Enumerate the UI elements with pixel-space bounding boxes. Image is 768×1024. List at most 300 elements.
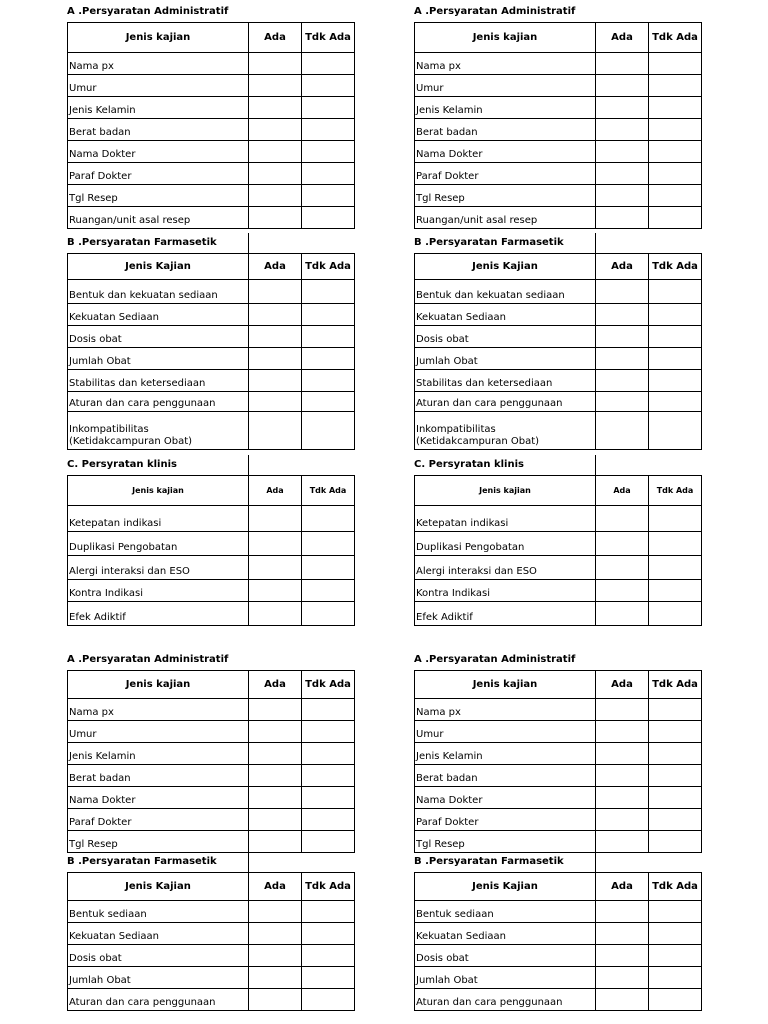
criteria-label: Paraf Dokter (415, 163, 596, 185)
criteria-label: Paraf Dokter (415, 809, 596, 831)
ada-checkbox-cell[interactable] (596, 326, 649, 348)
table-row (415, 119, 702, 141)
ada-checkbox-cell[interactable] (596, 967, 649, 989)
criteria-label: Jenis Kelamin (415, 97, 596, 119)
tdk-ada-checkbox-cell[interactable] (302, 831, 355, 853)
table-row (68, 141, 355, 163)
tdk-ada-checkbox-cell[interactable] (649, 304, 702, 326)
criteria-label: Efek Adiktif (415, 602, 596, 626)
column-header: Tdk Ada (649, 873, 702, 901)
table-row (415, 967, 702, 989)
column-header: Ada (249, 476, 302, 506)
column-header: Ada (596, 23, 649, 53)
table-header-row (68, 254, 355, 280)
ada-checkbox-cell[interactable] (596, 901, 649, 923)
table-header-row (68, 671, 355, 699)
tdk-ada-checkbox-cell[interactable] (649, 141, 702, 163)
tdk-ada-checkbox-cell[interactable] (649, 370, 702, 392)
ada-checkbox-cell[interactable] (249, 97, 302, 119)
tdk-ada-checkbox-cell[interactable] (302, 163, 355, 185)
tdk-ada-checkbox-cell[interactable] (649, 532, 702, 556)
tdk-ada-checkbox-cell[interactable] (649, 580, 702, 602)
column-header: Tdk Ada (649, 476, 702, 506)
tdk-ada-checkbox-cell[interactable] (649, 556, 702, 580)
table-row (68, 207, 355, 229)
ada-checkbox-cell[interactable] (596, 185, 649, 207)
tdk-ada-checkbox-cell[interactable] (302, 326, 355, 348)
column-header: Tdk Ada (649, 254, 702, 280)
ada-checkbox-cell[interactable] (596, 580, 649, 602)
tdk-ada-checkbox-cell[interactable] (302, 207, 355, 229)
ada-checkbox-cell[interactable] (596, 945, 649, 967)
criteria-label-line: (Ketidakcampuran Obat) (416, 436, 540, 447)
tdk-ada-checkbox-cell[interactable] (302, 945, 355, 967)
section-title: A .Persyaratan Administratif (67, 654, 229, 665)
section-title-cell (595, 455, 596, 475)
ada-checkbox-cell[interactable] (596, 53, 649, 75)
tdk-ada-checkbox-cell[interactable] (649, 163, 702, 185)
criteria-label-line: Inkompatibilitas (69, 424, 149, 435)
ada-checkbox-cell[interactable] (596, 207, 649, 229)
criteria-label: Berat badan (415, 765, 596, 787)
tdk-ada-checkbox-cell[interactable] (649, 901, 702, 923)
criteria-label: Aturan dan cara penggunaan (415, 392, 596, 412)
table-row (68, 53, 355, 75)
tdk-ada-checkbox-cell[interactable] (649, 207, 702, 229)
tdk-ada-checkbox-cell[interactable] (649, 119, 702, 141)
column-header: Ada (249, 671, 302, 699)
table-row (68, 831, 355, 853)
section-title: A .Persyaratan Administratif (414, 654, 576, 665)
tdk-ada-checkbox-cell[interactable] (649, 392, 702, 412)
tdk-ada-checkbox-cell[interactable] (649, 53, 702, 75)
column-header: Jenis Kajian (415, 873, 596, 901)
table-header-row (415, 873, 702, 901)
ada-checkbox-cell[interactable] (596, 280, 649, 304)
criteria-label: Jenis Kelamin (415, 743, 596, 765)
criteria-label: Nama px (68, 53, 249, 75)
tdk-ada-checkbox-cell[interactable] (649, 787, 702, 809)
ada-checkbox-cell[interactable] (596, 370, 649, 392)
tdk-ada-checkbox-cell[interactable] (649, 809, 702, 831)
tdk-ada-checkbox-cell[interactable] (649, 699, 702, 721)
criteria-label: Tgl Resep (68, 831, 249, 853)
criteria-label: Umur (68, 75, 249, 97)
table-row (415, 831, 702, 853)
tdk-ada-checkbox-cell[interactable] (649, 348, 702, 370)
tdk-ada-checkbox-cell[interactable] (649, 97, 702, 119)
section-title-cell (248, 455, 249, 475)
tdk-ada-checkbox-cell[interactable] (302, 53, 355, 75)
criteria-label: Aturan dan cara penggunaan (68, 392, 249, 412)
tdk-ada-checkbox-cell[interactable] (649, 831, 702, 853)
table-row (68, 280, 355, 304)
table-row (415, 53, 702, 75)
tdk-ada-checkbox-cell[interactable] (302, 280, 355, 304)
criteria-label: Jumlah Obat (415, 967, 596, 989)
table-row (68, 967, 355, 989)
criteria-label: Berat badan (68, 119, 249, 141)
ada-checkbox-cell[interactable] (249, 119, 302, 141)
criteria-label: Aturan dan cara penggunaan (415, 989, 596, 1011)
ada-checkbox-cell[interactable] (596, 923, 649, 945)
tdk-ada-checkbox-cell[interactable] (649, 412, 702, 450)
table-row (68, 97, 355, 119)
column-header: Ada (596, 476, 649, 506)
section-title: B .Persyaratan Farmasetik (414, 856, 564, 867)
criteria-label: Tgl Resep (415, 185, 596, 207)
criteria-label: Nama px (415, 53, 596, 75)
tdk-ada-checkbox-cell[interactable] (302, 743, 355, 765)
section-title-cell (248, 233, 249, 253)
tdk-ada-checkbox-cell[interactable] (302, 787, 355, 809)
tdk-ada-checkbox-cell[interactable] (649, 923, 702, 945)
criteria-label: Tgl Resep (68, 185, 249, 207)
tdk-ada-checkbox-cell[interactable] (649, 945, 702, 967)
table-row (415, 412, 702, 450)
ada-checkbox-cell[interactable] (596, 787, 649, 809)
table-row (68, 602, 355, 626)
column-header: Ada (596, 873, 649, 901)
criteria-label: Ketepatan indikasi (415, 506, 596, 532)
criteria-label: Umur (68, 721, 249, 743)
column-header: Tdk Ada (649, 23, 702, 53)
table-header-row (415, 671, 702, 699)
section-title: A .Persyaratan Administratif (414, 6, 576, 17)
ada-checkbox-cell[interactable] (249, 370, 302, 392)
criteria-label: Paraf Dokter (68, 163, 249, 185)
checklist-table (67, 670, 355, 853)
table-row (68, 945, 355, 967)
table-row (68, 185, 355, 207)
tdk-ada-checkbox-cell[interactable] (302, 304, 355, 326)
table-row (68, 348, 355, 370)
ada-checkbox-cell[interactable] (249, 412, 302, 450)
table-row (415, 370, 702, 392)
tdk-ada-checkbox-cell[interactable] (302, 412, 355, 450)
ada-checkbox-cell[interactable] (249, 580, 302, 602)
table-row (68, 809, 355, 831)
criteria-label: Nama Dokter (415, 141, 596, 163)
ada-checkbox-cell[interactable] (596, 743, 649, 765)
ada-checkbox-cell[interactable] (249, 532, 302, 556)
table-row (68, 506, 355, 532)
ada-checkbox-cell[interactable] (596, 506, 649, 532)
section-title: C. Persyratan klinis (414, 459, 524, 470)
section-title: B .Persyaratan Farmasetik (414, 237, 564, 248)
table-row (68, 699, 355, 721)
ada-checkbox-cell[interactable] (596, 602, 649, 626)
tdk-ada-checkbox-cell[interactable] (302, 580, 355, 602)
column-header: Jenis Kajian (68, 873, 249, 901)
column-header: Tdk Ada (302, 873, 355, 901)
table-row (415, 280, 702, 304)
criteria-label: Duplikasi Pengobatan (415, 532, 596, 556)
ada-checkbox-cell[interactable] (596, 97, 649, 119)
criteria-label (68, 412, 249, 450)
checklist-table (414, 475, 702, 626)
section-title: B .Persyaratan Farmasetik (67, 856, 217, 867)
ada-checkbox-cell[interactable] (596, 75, 649, 97)
checklist-table (67, 22, 355, 229)
table-header-row (68, 476, 355, 506)
criteria-label: Jenis Kelamin (68, 97, 249, 119)
column-header: Jenis kajian (415, 476, 596, 506)
ada-checkbox-cell[interactable] (596, 989, 649, 1011)
table-row (68, 901, 355, 923)
table-row (415, 901, 702, 923)
criteria-label: Dosis obat (415, 326, 596, 348)
criteria-label: Ruangan/unit asal resep (415, 207, 596, 229)
ada-checkbox-cell[interactable] (596, 304, 649, 326)
ada-checkbox-cell[interactable] (596, 141, 649, 163)
tdk-ada-checkbox-cell[interactable] (649, 75, 702, 97)
tdk-ada-checkbox-cell[interactable] (649, 967, 702, 989)
criteria-label: Alergi interaksi dan ESO (415, 556, 596, 580)
ada-checkbox-cell[interactable] (249, 506, 302, 532)
tdk-ada-checkbox-cell[interactable] (302, 348, 355, 370)
table-row (68, 787, 355, 809)
column-header: Tdk Ada (649, 671, 702, 699)
criteria-label: Nama Dokter (68, 141, 249, 163)
tdk-ada-checkbox-cell[interactable] (302, 809, 355, 831)
criteria-label: Kekuatan Sediaan (415, 304, 596, 326)
ada-checkbox-cell[interactable] (249, 831, 302, 853)
table-row (415, 602, 702, 626)
tdk-ada-checkbox-cell[interactable] (302, 989, 355, 1011)
ada-checkbox-cell[interactable] (249, 207, 302, 229)
ada-checkbox-cell[interactable] (596, 699, 649, 721)
tdk-ada-checkbox-cell[interactable] (649, 602, 702, 626)
criteria-label: Jumlah Obat (68, 967, 249, 989)
criteria-label: Duplikasi Pengobatan (68, 532, 249, 556)
table-row (415, 743, 702, 765)
table-row (68, 163, 355, 185)
table-row (68, 989, 355, 1011)
tdk-ada-checkbox-cell[interactable] (302, 532, 355, 556)
column-header: Ada (249, 23, 302, 53)
table-row (68, 392, 355, 412)
criteria-label: Bentuk sediaan (415, 901, 596, 923)
checklist-table (414, 253, 702, 450)
ada-checkbox-cell[interactable] (249, 556, 302, 580)
table-row (415, 787, 702, 809)
section-title: A .Persyaratan Administratif (67, 6, 229, 17)
checklist-table (414, 670, 702, 853)
column-header: Tdk Ada (302, 671, 355, 699)
tdk-ada-checkbox-cell[interactable] (649, 506, 702, 532)
tdk-ada-checkbox-cell[interactable] (649, 280, 702, 304)
tdk-ada-checkbox-cell[interactable] (302, 699, 355, 721)
section-title: B .Persyaratan Farmasetik (67, 237, 217, 248)
ada-checkbox-cell[interactable] (596, 765, 649, 787)
ada-checkbox-cell[interactable] (596, 831, 649, 853)
table-header-row (68, 873, 355, 901)
ada-checkbox-cell[interactable] (249, 602, 302, 626)
ada-checkbox-cell[interactable] (249, 280, 302, 304)
table-row (415, 348, 702, 370)
table-row (68, 119, 355, 141)
tdk-ada-checkbox-cell[interactable] (302, 370, 355, 392)
criteria-label: Dosis obat (68, 945, 249, 967)
ada-checkbox-cell[interactable] (596, 119, 649, 141)
tdk-ada-checkbox-cell[interactable] (649, 721, 702, 743)
table-row (68, 370, 355, 392)
criteria-label: Nama Dokter (68, 787, 249, 809)
table-row (415, 185, 702, 207)
criteria-label: Nama px (68, 699, 249, 721)
tdk-ada-checkbox-cell[interactable] (302, 967, 355, 989)
tdk-ada-checkbox-cell[interactable] (302, 185, 355, 207)
ada-checkbox-cell[interactable] (249, 53, 302, 75)
checklist-table (67, 872, 355, 1011)
criteria-label: Stabilitas dan ketersediaan (415, 370, 596, 392)
tdk-ada-checkbox-cell[interactable] (302, 506, 355, 532)
table-row (415, 326, 702, 348)
criteria-label: Nama px (415, 699, 596, 721)
criteria-label: Kontra Indikasi (68, 580, 249, 602)
table-row (415, 97, 702, 119)
ada-checkbox-cell[interactable] (249, 304, 302, 326)
table-header-row (68, 23, 355, 53)
criteria-label: Bentuk dan kekuatan sediaan (415, 280, 596, 304)
column-header: Jenis Kajian (415, 254, 596, 280)
tdk-ada-checkbox-cell[interactable] (302, 392, 355, 412)
criteria-label: Bentuk dan kekuatan sediaan (68, 280, 249, 304)
tdk-ada-checkbox-cell[interactable] (302, 75, 355, 97)
ada-checkbox-cell[interactable] (596, 721, 649, 743)
tdk-ada-checkbox-cell[interactable] (302, 923, 355, 945)
tdk-ada-checkbox-cell[interactable] (302, 556, 355, 580)
tdk-ada-checkbox-cell[interactable] (302, 141, 355, 163)
criteria-label: Berat badan (68, 765, 249, 787)
table-row (68, 412, 355, 450)
table-row (415, 699, 702, 721)
tdk-ada-checkbox-cell[interactable] (649, 765, 702, 787)
criteria-label: Nama Dokter (415, 787, 596, 809)
tdk-ada-checkbox-cell[interactable] (649, 989, 702, 1011)
criteria-label: Kontra Indikasi (415, 580, 596, 602)
column-header: Jenis Kajian (68, 254, 249, 280)
criteria-label: Kekuatan Sediaan (68, 923, 249, 945)
ada-checkbox-cell[interactable] (249, 989, 302, 1011)
column-header: Tdk Ada (302, 254, 355, 280)
table-row (68, 556, 355, 580)
column-header: Tdk Ada (302, 476, 355, 506)
ada-checkbox-cell[interactable] (249, 185, 302, 207)
ada-checkbox-cell[interactable] (249, 326, 302, 348)
checklist-table (414, 22, 702, 229)
ada-checkbox-cell[interactable] (249, 699, 302, 721)
table-row (68, 721, 355, 743)
ada-checkbox-cell[interactable] (249, 75, 302, 97)
criteria-label: Dosis obat (68, 326, 249, 348)
table-row (68, 75, 355, 97)
column-header: Tdk Ada (302, 23, 355, 53)
ada-checkbox-cell[interactable] (249, 392, 302, 412)
ada-checkbox-cell[interactable] (596, 412, 649, 450)
table-row (68, 743, 355, 765)
tdk-ada-checkbox-cell[interactable] (302, 97, 355, 119)
ada-checkbox-cell[interactable] (249, 809, 302, 831)
checklist-table (67, 253, 355, 450)
ada-checkbox-cell[interactable] (249, 923, 302, 945)
column-header: Ada (249, 254, 302, 280)
table-row (68, 923, 355, 945)
criteria-label: Tgl Resep (415, 831, 596, 853)
tdk-ada-checkbox-cell[interactable] (302, 602, 355, 626)
ada-checkbox-cell[interactable] (249, 743, 302, 765)
tdk-ada-checkbox-cell[interactable] (302, 119, 355, 141)
table-header-row (415, 476, 702, 506)
tdk-ada-checkbox-cell[interactable] (649, 185, 702, 207)
table-row (415, 163, 702, 185)
tdk-ada-checkbox-cell[interactable] (649, 743, 702, 765)
checklist-table (67, 475, 355, 626)
ada-checkbox-cell[interactable] (596, 348, 649, 370)
table-row (415, 989, 702, 1011)
criteria-label-line: Inkompatibilitas (416, 424, 496, 435)
criteria-label: Jumlah Obat (415, 348, 596, 370)
ada-checkbox-cell[interactable] (249, 967, 302, 989)
column-header: Ada (596, 254, 649, 280)
ada-checkbox-cell[interactable] (596, 556, 649, 580)
tdk-ada-checkbox-cell[interactable] (649, 326, 702, 348)
ada-checkbox-cell[interactable] (249, 787, 302, 809)
section-title-cell (248, 852, 249, 872)
section-title: C. Persyratan klinis (67, 459, 177, 470)
table-row (415, 75, 702, 97)
ada-checkbox-cell[interactable] (596, 532, 649, 556)
criteria-label: Aturan dan cara penggunaan (68, 989, 249, 1011)
table-row (415, 207, 702, 229)
checklist-table (414, 872, 702, 1011)
tdk-ada-checkbox-cell[interactable] (302, 765, 355, 787)
table-row (68, 765, 355, 787)
ada-checkbox-cell[interactable] (596, 392, 649, 412)
ada-checkbox-cell[interactable] (596, 809, 649, 831)
tdk-ada-checkbox-cell[interactable] (302, 901, 355, 923)
criteria-label: Efek Adiktif (68, 602, 249, 626)
column-header: Jenis kajian (68, 476, 249, 506)
column-header: Ada (249, 873, 302, 901)
table-row (68, 304, 355, 326)
ada-checkbox-cell[interactable] (249, 945, 302, 967)
criteria-label: Berat badan (415, 119, 596, 141)
ada-checkbox-cell[interactable] (249, 765, 302, 787)
criteria-label: Umur (415, 721, 596, 743)
column-header: Jenis kajian (415, 671, 596, 699)
ada-checkbox-cell[interactable] (249, 901, 302, 923)
criteria-label: Bentuk sediaan (68, 901, 249, 923)
ada-checkbox-cell[interactable] (596, 163, 649, 185)
column-header: Jenis kajian (68, 23, 249, 53)
table-row (415, 141, 702, 163)
table-header-row (415, 23, 702, 53)
criteria-label: Ketepatan indikasi (68, 506, 249, 532)
ada-checkbox-cell[interactable] (249, 163, 302, 185)
table-row (68, 532, 355, 556)
ada-checkbox-cell[interactable] (249, 141, 302, 163)
ada-checkbox-cell[interactable] (249, 348, 302, 370)
table-header-row (415, 254, 702, 280)
table-row (415, 532, 702, 556)
ada-checkbox-cell[interactable] (249, 721, 302, 743)
criteria-label: Alergi interaksi dan ESO (68, 556, 249, 580)
section-title-cell (595, 233, 596, 253)
tdk-ada-checkbox-cell[interactable] (302, 721, 355, 743)
criteria-label (415, 412, 596, 450)
